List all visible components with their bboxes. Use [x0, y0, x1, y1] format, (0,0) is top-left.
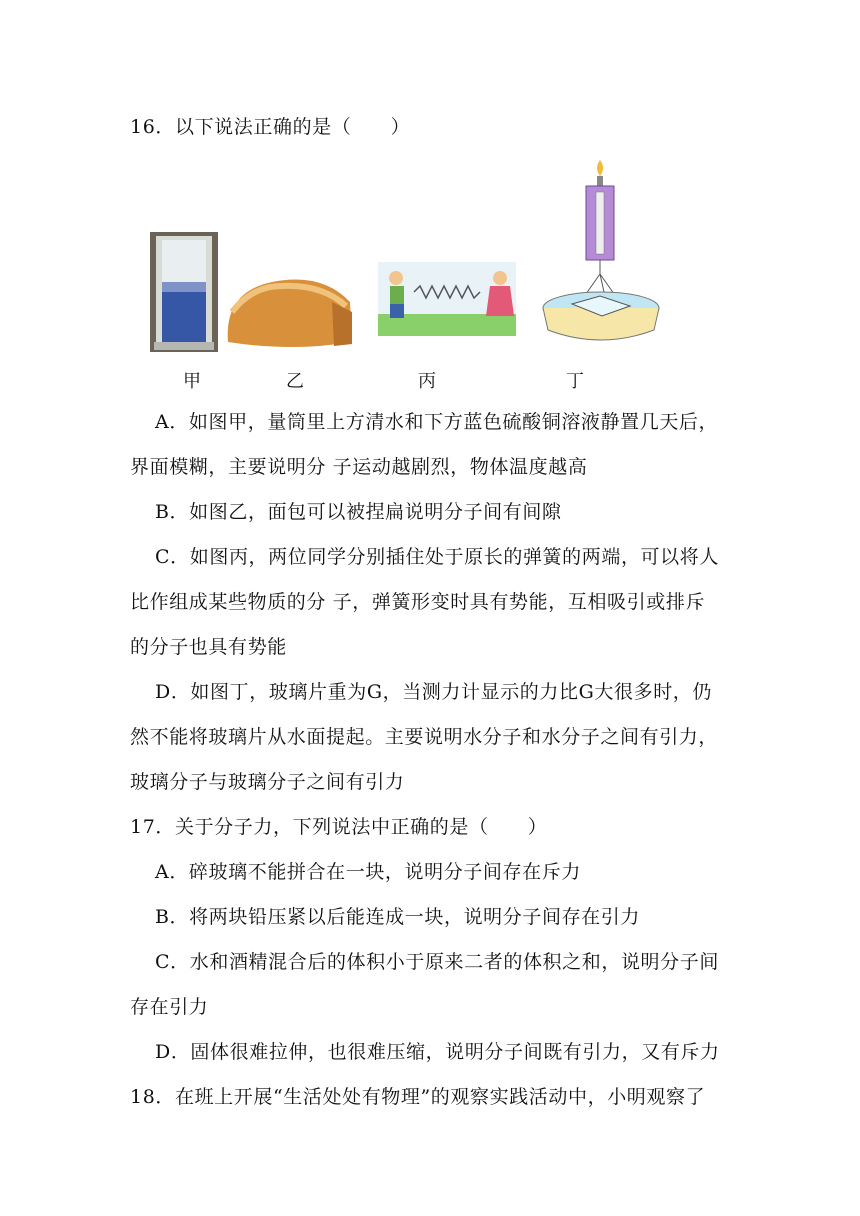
- q16-option-d-line1: D．如图丁，玻璃片重为G，当测力计显示的力比G大很多时，仍: [155, 681, 712, 703]
- figure-spring-scale: [538, 158, 664, 344]
- caption-bing: 丙: [418, 371, 436, 392]
- q17-option-a: A．碎玻璃不能拼合在一块，说明分子间存在斥力: [155, 861, 581, 883]
- q17-option-d: D．固体很难拉伸，也很难压缩，说明分子间既有引力，又有斥力: [155, 1041, 720, 1063]
- q16-option-b: B．如图乙，面包可以被捏扁说明分子间有间隙: [155, 501, 562, 523]
- q16-option-c-line2: 比作组成某些物质的分 子，弹簧形变时具有势能，互相吸引或排斥: [130, 591, 706, 613]
- q16-stem: 16．以下说法正确的是（ ）: [130, 116, 411, 138]
- q16-option-c-line1: C．如图丙，两位同学分别插住处于原长的弹簧的两端，可以将人: [155, 546, 719, 568]
- caption-yi: 乙: [286, 371, 304, 392]
- q18-stem: 18．在班上开展“生活处处有物理”的观察实践活动中，小明观察了: [130, 1086, 706, 1108]
- q16-option-c-line3: 的分子也具有势能: [130, 636, 287, 658]
- q17-option-c-line2: 存在引力: [130, 996, 209, 1018]
- q17-option-b: B．将两块铅压紧以后能连成一块，说明分子间存在引力: [155, 906, 640, 928]
- q17-option-c-line1: C．水和酒精混合后的体积小于原来二者的体积之和，说明分子间: [155, 951, 719, 973]
- caption-ding: 丁: [566, 371, 584, 392]
- q16-option-a-line2: 界面模糊，主要说明分 子运动越剧烈，物体温度越高: [130, 456, 588, 478]
- q17-stem: 17．关于分子力，下列说法中正确的是（ ）: [130, 816, 548, 838]
- figure-bread: [222, 272, 356, 352]
- q16-option-a-line1: A．如图甲，量筒里上方清水和下方蓝色硫酸铜溶液静置几天后，: [155, 411, 719, 433]
- q16-option-d-line3: 玻璃分子与玻璃分子之间有引力: [130, 771, 405, 793]
- q16-option-d-line2: 然不能将玻璃片从水面提起。主要说明水分子和水分子之间有引力，: [130, 726, 719, 748]
- figure-spring: [378, 262, 516, 336]
- caption-jia: 甲: [183, 371, 201, 392]
- figure-cylinder: [150, 232, 218, 352]
